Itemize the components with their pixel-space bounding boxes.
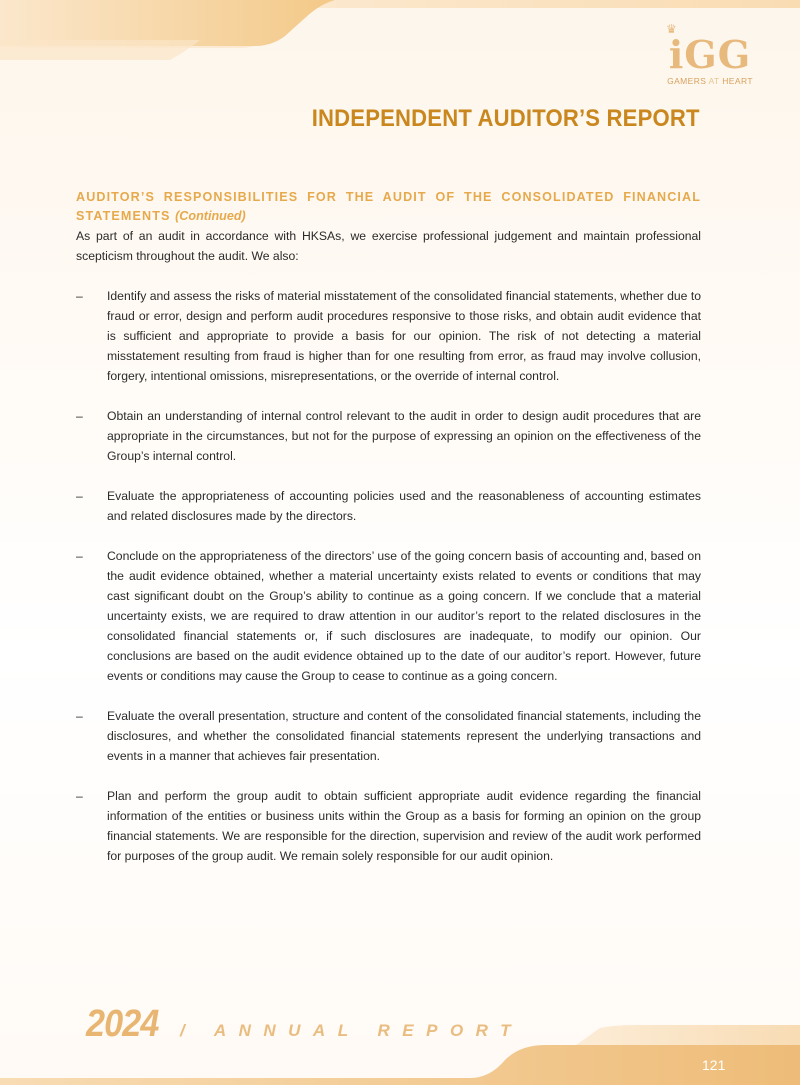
dash-marker: – <box>76 549 83 563</box>
logo-wordmark: iGG <box>668 32 752 77</box>
section-heading <box>76 188 701 226</box>
dash-marker: – <box>76 289 83 303</box>
list-item-text: Plan and perform the group audit to obtain sufficient appropriate audit evidence regarding the financial information of the entities or business units within the Group as a basis for forming an opinion on the group financial statements. We are responsible for the direction, supervision and review of the audit work performed for purposes of the group audit. We remain solely responsible for our audit opinion. <box>107 789 701 863</box>
crown-icon: ♛ <box>666 22 677 36</box>
footer-label: / ANNUAL REPORT <box>180 1021 524 1040</box>
responsibility-list <box>76 286 701 866</box>
footer-year: 2024 <box>86 1003 159 1045</box>
logo-tagline: GAMERS AT HEART <box>667 76 753 86</box>
list-item-text: Evaluate the overall presentation, structure and content of the consolidated financial statements, including the disclosures, and whether the consolidated financial statements represent the underlying transactions and events in a manner that achieves fair presentation. <box>107 709 701 763</box>
report-body <box>76 188 701 886</box>
dash-marker: – <box>76 489 83 503</box>
dash-marker: – <box>76 709 83 723</box>
list-item <box>76 706 701 766</box>
section-heading-text: AUDITOR’S RESPONSIBILITIES FOR THE AUDIT OF THE CONSOLIDATED FINANCIAL STATEMENTS <box>76 190 701 223</box>
list-item-text: Identify and assess the risks of material misstatement of the consolidated financial statements, whether due to fraud or error, design and perform audit procedures responsive to those risks, and obtain audit evidence that is sufficient and appropriate to provide a basis for our opinion. The risk of not detecting a material misstatement resulting from fraud is higher than for one resulting from error, as fraud may involve collusion, forgery, intentional omissions, misrepresentations, or the override of internal control. <box>107 289 701 383</box>
list-item <box>76 486 701 526</box>
list-item-text: Obtain an understanding of internal control relevant to the audit in order to design audit procedures that are appropriate in the circumstances, but not for the purpose of expressing an opinion on the effectiveness of the Group’s internal control. <box>107 409 701 463</box>
dash-marker: – <box>76 789 83 803</box>
list-item-text: Conclude on the appropriateness of the directors’ use of the going concern basis of accounting and, based on the audit evidence obtained, whether a material uncertainty exists related to events or conditions that may cast significant doubt on the Group’s ability to continue as a going concern. If we conclude that a material uncertainty exists, we are required to draw attention in our auditor’s report to the related disclosures in the consolidated financial statements or, if such disclosures are inadequate, to modify our opinion. Our conclusions are based on the audit evidence obtained up to the date of our auditor’s report. However, future events or conditions may cause the Group to cease to continue as a going concern. <box>107 549 701 683</box>
intro-paragraph: As part of an audit in accordance with HKSAs, we exercise professional judgement and maintain professional scepticism throughout the audit. We also: <box>76 229 701 263</box>
list-item <box>76 406 701 466</box>
section-heading-continued: (Continued) <box>175 209 246 223</box>
page-number: 121 <box>702 1057 726 1073</box>
list-item <box>76 546 701 686</box>
dash-marker: – <box>76 409 83 423</box>
list-item-text: Evaluate the appropriateness of accounting policies used and the reasonableness of accounting estimates and related disclosures made by the directors. <box>107 489 701 523</box>
list-item <box>76 786 701 866</box>
list-item <box>76 286 701 386</box>
company-logo <box>660 22 760 90</box>
page-title: INDEPENDENT AUDITOR’S REPORT <box>312 105 700 132</box>
